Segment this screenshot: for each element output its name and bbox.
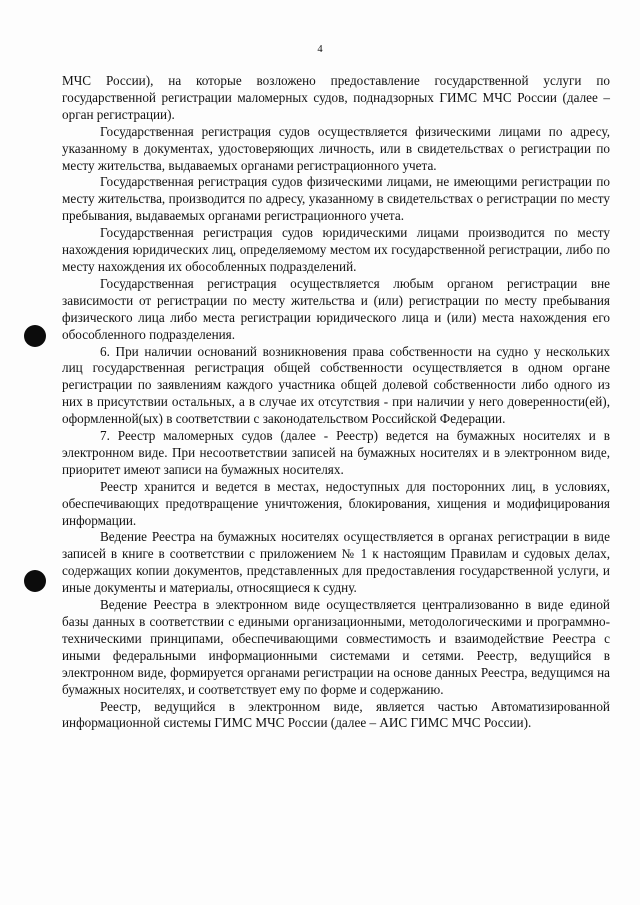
page-number: 4 bbox=[317, 44, 323, 55]
paragraph-item-7: 7. Реестр маломерных судов (далее - Реестр) ведется на бумажных носителях и в электронном виде. При несоответствии записей на бумажных носителях и в электронном виде, приоритет имеют записи на бумажных носителях. bbox=[62, 428, 610, 477]
paragraph-item-6: 6. При наличии оснований возникновения права собственности на судно у нескольких лиц государственная регистрация общей собственности осуществляется в одном органе регистрации по заявлениям каждого участника общей долевой собственности либо одного из них в присутствии остальных, а в случае их отсутствия - при наличии у него доверенности(ей), оформленной(ых) в соответствии с законодательством Российской Федерации. bbox=[62, 343, 610, 427]
paragraph-registry-paper: Ведение Реестра на бумажных носителях осуществляется в органах регистрации в виде записей в книге в соответствии с приложением № 1 к настоящим Правилам и судовых делах, содержащих копии документов, представленных для предоставления государственной услуги, и иные документы и материалы, относящиеся к судну. bbox=[62, 529, 610, 596]
paragraph-registration-any-authority: Государственная регистрация осуществляется любым органом регистрации вне зависимости от регистрации по месту жительства и (или) регистрации по месту пребывания физического лица либо места регистрации юридического лица и (или) места нахождения его обособленного подразделения. bbox=[62, 275, 610, 342]
punch-hole-bottom bbox=[24, 570, 46, 592]
paragraph-registry-storage: Реестр хранится и ведется в местах, недоступных для посторонних лиц, в условиях, обеспечивающих предотвращение уничтожения, блокирования, хищения и модифицирования информации. bbox=[62, 478, 610, 528]
punch-hole-top bbox=[24, 325, 46, 347]
paragraph-registration-no-residence: Государственная регистрация судов физическими лицами, не имеющими регистрации по месту жительства, производится по адресу, указанному в свидетельствах о регистрации по месту пребывания, выдаваемых органами регистрационного учета. bbox=[62, 174, 610, 224]
document-body bbox=[62, 73, 610, 732]
paragraph-registration-legal-entities: Государственная регистрация судов юридическими лицами производится по месту нахождения юридических лиц, определяемому местом их государственной регистрации, либо по месту нахождения их обособленных подразделений. bbox=[62, 225, 610, 274]
paragraph-continuation: МЧС России), на которые возложено предоставление государственной услуги по государственной регистрации маломерных судов, поднадзорных ГИМС МЧС России (далее – орган регистрации). bbox=[62, 73, 610, 122]
paragraph-registry-ais: Реестр, ведущийся в электронном виде, является частью Автоматизированной информационной системы ГИМС МЧС России (далее – АИС ГИМС МЧС России). bbox=[62, 698, 610, 731]
paragraph-registration-individuals: Государственная регистрация судов осуществляется физическими лицами по адресу, указанному в документах, удостоверяющих личность, или в свидетельствах о регистрации по месту жительства, выдаваемых органами регистрационного учета. bbox=[62, 123, 610, 173]
paragraph-registry-electronic: Ведение Реестра в электронном виде осуществляется централизованно в виде единой базы данных в соответствии с едиными организационными, методологическими и программно-техническими принципами, обеспечивающими совместимость и взаимодействие Реестра с иными федеральными информационными системами и сетями. Реестр, ведущийся в электронном виде, формируется органами регистрации на основе данных Реестра, ведущимся на бумажных носителях, и соответствует ему по форме и содержанию. bbox=[62, 597, 610, 697]
